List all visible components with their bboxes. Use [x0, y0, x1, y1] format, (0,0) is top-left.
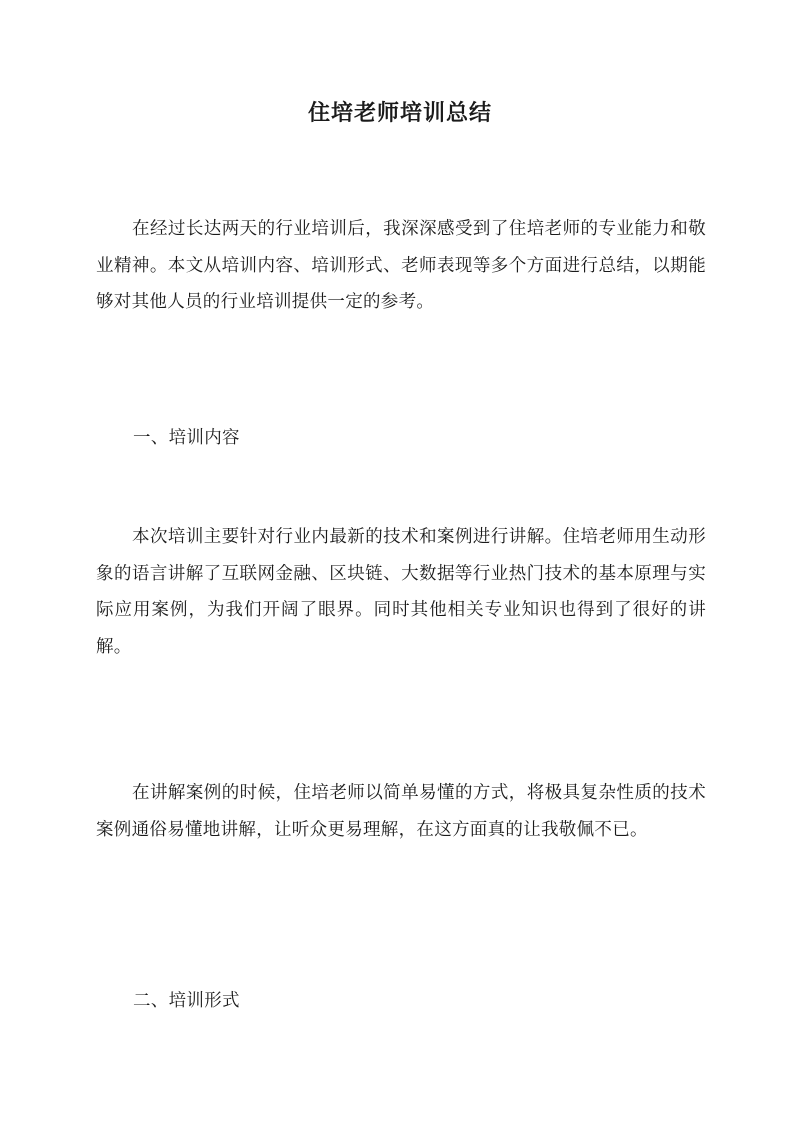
section-heading-training-format: 二、培训形式 — [133, 991, 240, 1011]
section1-paragraph-2: 在讲解案例的时候，住培老师以简单易懂的方式，将极具复杂性质的技术案例通俗易懂地讲解，让听众更易理解，在这方面真的让我敬佩不已。 — [96, 783, 706, 840]
section-heading-training-content: 一、培训内容 — [133, 428, 240, 448]
intro-paragraph: 在经过长达两天的行业培训后，我深深感受到了住培老师的专业能力和敬业精神。本文从培训内容、培训形式、老师表现等多个方面进行总结，以期能够对其他人员的行业培训提供一定的参考。 — [96, 219, 706, 312]
document-title: 住培老师培训总结 — [307, 100, 492, 126]
section1-paragraph-1: 本次培训主要针对行业内最新的技术和案例进行讲解。住培老师用生动形象的语言讲解了互联网金融、区块链、大数据等行业热门技术的基本原理与实际应用案例，为我们开阔了眼界。同时其他相关专业知识也得到了很好的讲解。 — [96, 527, 706, 657]
